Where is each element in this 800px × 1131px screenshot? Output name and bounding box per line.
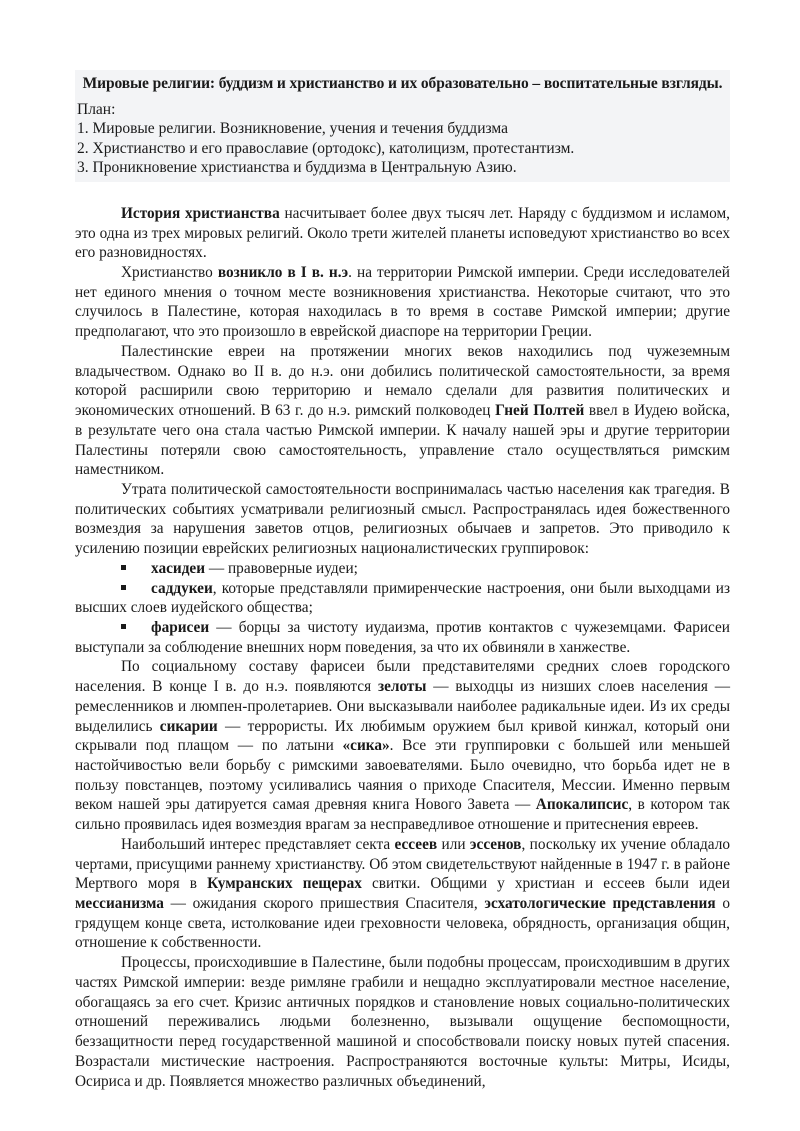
paragraph-loss-of-independence: Утрата политической самостоятельности воспринималась частью населения как трагедия. В политических событиях усматривали религиозный смысл. Распространялась идея божественного возмездия за нарушения заветов отцов, религиозных обычаев и запретов. Это приводило к усилению позиции еврейских религиозных националистических группировок: [75, 480, 730, 558]
paragraph-3-text: ввел в Иудею войска, в результате чего она стала частью Римской империи. К началу нашей эры и другие территории Палестины потеряли свою самостоятельность, управление стало осуществляться римским наместником. [75, 402, 731, 479]
square-bullet-icon [75, 579, 151, 599]
paragraph-1-text: насчитывает более двух тысяч лет. Наряду с буддизмом и исламом, это одна из трех мировых религий. Около трети жителей планеты исповедуют христианство во всех его разновидностях. [75, 204, 730, 262]
term-sica: «сика» [342, 737, 390, 755]
list-item [75, 559, 730, 579]
term-esseev: ессеев [394, 835, 438, 853]
paragraph-2-pre: Христианство [121, 264, 218, 282]
term-eschatological-views: эсхатологические представления [484, 895, 716, 913]
term-gney-poltey: Гней Полтей [495, 402, 585, 420]
list-item [75, 579, 730, 618]
term-essenov: эссенов [469, 835, 522, 853]
term-arose-first-century: возникло в I в. н.э [217, 264, 349, 282]
paragraph-2-text: . на территории Римской империи. Среди исследователей нет единого мнения о точном месте возникновения христианства. Некоторые считают, что это случилось в Палестине, которая находилась в то время в составе Римской империи; другие предполагают, что это произошло в еврейской диаспоре на территории Греции. [75, 264, 730, 341]
paragraph-essenes [75, 835, 730, 953]
term-hasidei: хасидеи [151, 559, 206, 577]
term-zealots: зелоты [377, 678, 427, 696]
paragraph-6-mid1: или [437, 835, 470, 853]
paragraph-5-mid2: — террористы. Их любимым оружием был кривой кинжал, который они скрывали под плащом — по латыни [75, 717, 730, 755]
body-text [75, 204, 730, 1091]
square-bullet-icon [75, 559, 151, 579]
paragraph-6-mid3: свитки. Общими у христиан и ессеев были идеи [361, 875, 730, 893]
list-item [75, 618, 730, 657]
paragraph-6-mid4: — ожидания скорого пришествия Спасителя, [163, 895, 485, 913]
term-sadducees: саддукеи [151, 579, 213, 597]
paragraph-6-mid2: , поскольку их учение обладало чертами, присущими раннему христианству. Об этом свидетельствуют найденные в 1947 г. в районе Мертвого моря в [75, 835, 731, 893]
term-sicarii: сикарии [159, 717, 218, 735]
paragraph-3-pre: Палестинские евреи на протяжении многих веков находились под чужеземным владычеством. Однако во II в. до н.э. они добились политической самостоятельности, за время которой расширили свою территорию и немало сделали для развития политических и экономических отношений. В 63 г. до н.э. римский полководец [75, 342, 730, 420]
term-history-of-christianity: История христианства [121, 204, 280, 222]
list-item-3-text: — борцы за чистоту иудаизма, против контактов с чужеземцами. Фарисеи выступали за соблюдение внешних норм поведения, за что их обвиняли в ханжестве. [75, 618, 730, 656]
term-qumran-caves: Кумранских пещерах [207, 875, 362, 893]
paragraph-6-pre: Наибольший интерес представляет секта [121, 835, 395, 853]
paragraph-palestinian-jews [75, 342, 730, 480]
page-title: Мировые религии: буддизм и христианство и их образовательно – воспитательные взгляды. [82, 75, 723, 92]
paragraph-5-pre: По социальному составу фарисеи были представителями средних слоев городского населения. В конце I в. до н.э. появляются [75, 658, 730, 696]
plan-item-2: 2. Христианство и его православие (ортодокс), католицизм, протестантизм. [77, 139, 575, 157]
list-item-2-text: , которые представляли примиренческие настроения, они были выходцами из высших слоев иудейского общества; [75, 579, 730, 617]
term-messianism: мессианизма [75, 895, 164, 913]
plan-item-1: 1. Мировые религии. Возникновение, учения и течения буддизма [77, 120, 508, 138]
plan-label: План: [77, 100, 116, 118]
document-content [75, 70, 730, 1091]
paragraph-processes-in-palestine: Процессы, происходившие в Палестине, были подобны процессам, происходившим в других частях Римской империи: везде римляне грабили и нещадно эксплуатировали местное население, обогащаясь за его счет. Кризис античных порядков и становление новых социально-политических отношений переживались людьми болезненно, вызывали ощущение беспомощности, беззащитности перед государственной машиной и способствовали поиску новых путей спасения. Возрастали мистические настроения. Распространяются восточные культы: Митры, Исиды, Осириса и др. Появляется множество различных объединений, [75, 954, 730, 1090]
plan-shaded-block [75, 98, 730, 182]
paragraph-5-mid1: — выходцы из низших слоев населения — ремесленников и люмпен-пролетариев. Они высказывали наиболее радикальные идеи. Из их среды выделились [75, 678, 731, 735]
paragraph-zealots-sicarii [75, 657, 730, 834]
paragraph-5-text: , в котором так сильно проявилась идея возмездия врагам за несправедливое отношение и притеснения евреев. [75, 796, 730, 834]
plan-item-3: 3. Проникновение христианства и буддизма в Центральную Азию. [77, 159, 517, 177]
paragraph-history-of-christianity [75, 204, 730, 263]
paragraph-6-text: о грядущем конце света, истолкование идеи греховности человека, обрядность, организация общин, отношение к собственности. [75, 895, 730, 952]
paragraph-origin-first-century [75, 263, 730, 342]
title-shaded-block [75, 70, 730, 98]
square-bullet-icon [75, 618, 151, 638]
term-pharisees: фарисеи [151, 618, 210, 636]
paragraph-5-mid3: . Все эти группировки с большей или меньшей настойчивостью вели борьбу с римскими завоевателями. Было очевидно, что борьба идет не в пользу повстанцев, поэтому усиливались чаяния о приходе Спасителя, Мессии. Именно первым веком нашей эры датируется самая древняя книга Нового Завета — [75, 737, 731, 814]
list-item-1-text: — правоверные иудеи; [205, 559, 358, 577]
term-apocalypse: Апокалипсис [535, 796, 629, 814]
